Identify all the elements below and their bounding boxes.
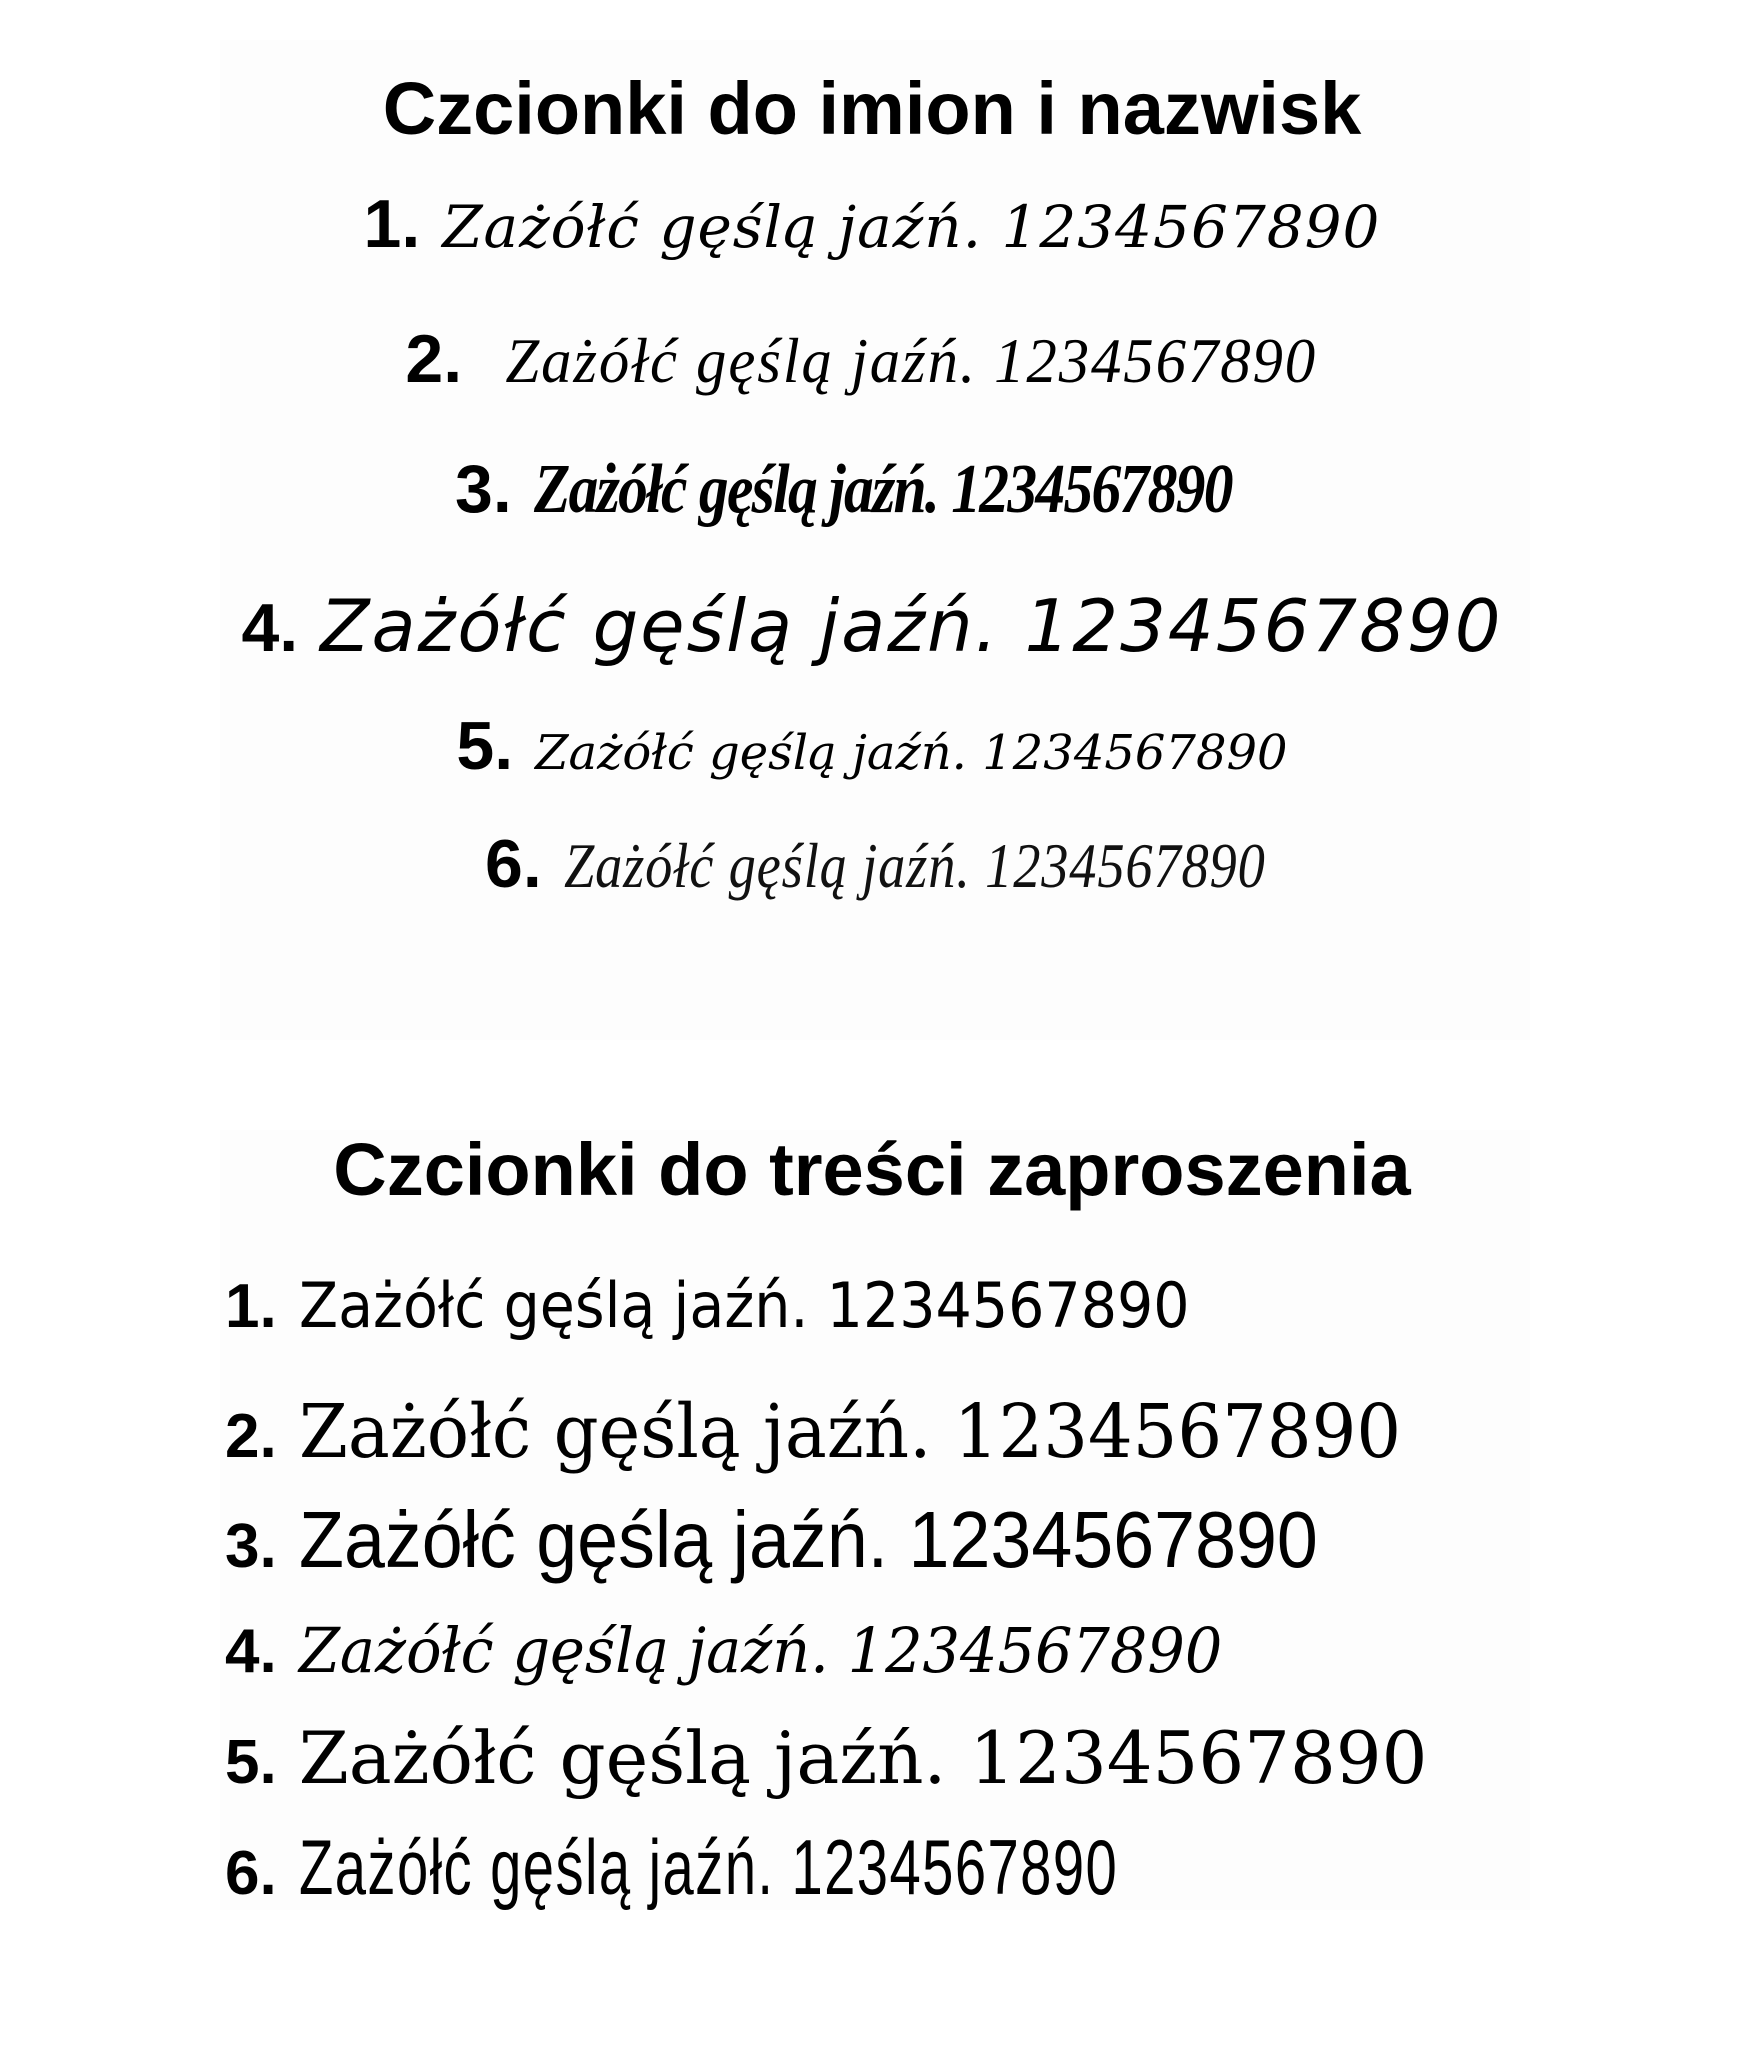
sample-text: Zażółć gęślą jaźń. 1234567890 — [298, 1495, 1318, 1584]
sample-text: Zażółć gęślą jaźń. 1234567890 — [563, 830, 1266, 901]
content-font-sample-6 — [225, 1823, 1437, 1911]
sample-text: Zażółć gęślą jaźń. 1234567890 — [298, 1389, 1401, 1475]
sample-number: 6. — [485, 826, 542, 902]
content-font-sample-1 — [225, 1269, 1267, 1342]
sample-number: 3. — [225, 1512, 277, 1581]
name-font-sample-4 — [0, 584, 1744, 668]
sample-number: 1. — [225, 1272, 277, 1341]
sample-number: 4. — [241, 590, 299, 666]
sample-text: Zażółć gęślą jaźń. 1234567890 — [320, 584, 1503, 668]
content-font-sample-5 — [225, 1716, 1428, 1800]
name-font-sample-6 — [485, 826, 1389, 902]
name-font-sample-2 — [0, 321, 1744, 397]
content-section-heading: Czcionki do treści zaproszenia — [333, 1128, 1411, 1211]
sample-number: 4. — [225, 1617, 277, 1686]
sample-text: Zażółć gęślą jaźń. 1234567890 — [442, 193, 1381, 261]
sample-number: 2. — [225, 1402, 277, 1471]
sample-text: Zażółć gęślą jaźń. 1234567890 — [298, 1716, 1428, 1800]
sample-text: Zażółć gęślą jaźń. 1234567890 — [298, 1269, 1190, 1342]
content-font-sample-2 — [225, 1389, 1459, 1475]
sample-text: Zażółć gęślą jaźń. 1234567890 — [505, 325, 1318, 396]
sample-number: 5. — [456, 708, 514, 784]
name-font-sample-1 — [0, 186, 1744, 262]
sample-number: 3. — [455, 451, 512, 527]
sample-text: Zażółć gęślą jaźń. 1234567890 — [298, 1823, 1118, 1911]
content-font-sample-3 — [225, 1495, 1406, 1584]
name-font-sample-3 — [455, 451, 1355, 528]
content-font-sample-4 — [225, 1614, 1271, 1687]
sample-number: 1. — [363, 186, 421, 262]
sample-number: 5. — [225, 1728, 277, 1797]
names-section-heading: Czcionki do imion i nazwisk — [382, 67, 1362, 150]
sample-text: Zażółć gęślą jaźń. 1234567890 — [535, 725, 1288, 781]
sample-text: Zażółć gęślą jaźń. 1234567890 — [533, 451, 1232, 528]
sample-number: 6. — [225, 1839, 277, 1908]
sample-text: Zażółć gęślą jaźń. 1234567890 — [298, 1614, 1223, 1687]
name-font-sample-5 — [0, 708, 1744, 784]
sample-number: 2. — [405, 321, 463, 397]
